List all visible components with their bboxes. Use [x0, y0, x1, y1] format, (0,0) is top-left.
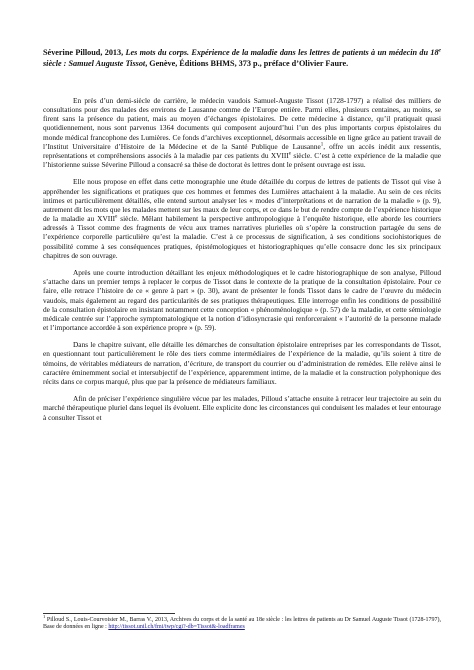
paragraph-5: Afin de préciser l’expérience singulière vécue par les malades, Pilloud s’attache ensuite à retracer leur trajectoire au sein du marché thérapeutique pluriel dans lequel ils évoluent. Elle explicite donc les circonstances qui conduisent les malades et leur entourage à consulter Tissot et [43, 394, 441, 422]
footnote-ref: 1 [320, 142, 324, 148]
heading-book-title: Les mots du corps. Expérience de la maladie dans les lettres de patients à un médecin du 18e siècle : Samuel Auguste Tissot [43, 47, 441, 68]
heading-publisher: , Genève, Éditions BHMS, 373 p., préface d’Olivier Faure. [145, 58, 349, 68]
paragraph-1: En près d’un demi-siècle de carrière, le médecin vaudois Samuel-Auguste Tissot (1728-1797) a réalisé des milliers de consultations pour des malades des environs de Lausanne comme de l’Europe entière. Parmi elles, plusieurs centaines, au moins, se firent sans la présence du patient, mais au moyen d’échanges épistolaires. De cette médecine à distance, qu’il pratiquait quasi quotidiennement, nous sont parvenus 1364 documents qui composent aujourd’hui l’un des plus importants corpus épistolaires du monde médical francophone des Lumières. Ce fonds d’archives exceptionnel, désormais accessible en ligne grâce au patient travail de l’Institut Universitaire d’Histoire de la Médecine et de la Santé Publique de Lausanne$^1$, offre un accès inédit aux ressentis, représentations et compréhensions associés à la maladie par ces patients du XVIIIe siècle. C’est à cette expérience de la maladie que l’historienne suisse Séverine Pilloud a consacré sa thèse de doctorat ès lettres dont le présent ouvrage est issu. [43, 96, 441, 170]
paragraph-3: Après une courte introduction détaillant les enjeux méthodologiques et le cadre historiographique de son analyse, Pilloud s’attache dans un premier temps à replacer le corpus de Tissot dans le contexte de la pratique de la consultation épistolaire. Pour ce faire, elle retrace l’histoire de ce « genre à part » (p. 30), avant de présenter le fonds Tissot dans le cadre de l’œuvre du médecin vaudois, mais également au regard des particularités de ses pratiques thérapeutiques. Elle interroge enfin les conditions de possibilité de la consultation épistolaire en insistant notamment cette conception « phénoménologique » (p. 57) de la maladie, et cette sémiologie médicale centrée sur l’approche symptomatologique et la notion d’idiosyncrasie qui renforceraient « l’autorité de la personne malade et l’importance accordée à son expérience propre » (p. 59). [43, 268, 441, 332]
footnote-number: 1 [43, 614, 46, 619]
heading-authors-year: Séverine Pilloud, 2013, [43, 48, 126, 57]
footnote [43, 614, 441, 632]
review-heading [43, 48, 441, 69]
paragraph-2: Elle nous propose en effet dans cette monographie une étude détaillée du corpus de lettres de patients de Tissot qui vise à appréhender les significations et pratiques que ces hommes et femmes des Lumières attachaient à la maladie. Au sein de ces récits intimes et particulièrement détaillés, elle entend surtout analyser les « modes d’interprétations et de narration de la maladie » (p. 9), autrement dit les mots que les malades mettent sur les maux de leur corps, et ce dans le but de rendre compte de l’expérience historique de la maladie au XVIIIe siècle. Mêlant habilement la perspective anthropologique à l’enquête historique, elle aborde les courriers adressés à Tissot comme des fragments de vécu aux trames narratives plurielles où s’opère la construction partagée du sens de l’expérience corporelle particulière qu’est la maladie. C’est à ce processus de signification, à ses conditions sociohistoriques de possibilité comme à ses conséquences pratiques, épistémologiques et historiographiques qu’elle consacre donc les six principaux chapitres de son ouvrage. [43, 177, 441, 260]
footnote-text: Pilloud S., Louis-Courvoisier M., Barras V., 2013, Archives du corps et de la santé au 18e siècle : les lettres de patients au Dr Samuel Auguste Tissot (1728-1797), Base de données en ligne : [43, 617, 441, 631]
paragraph-4: Dans le chapitre suivant, elle détaille les démarches de consultation épistolaire entreprises par les correspondants de Tissot, en questionnant tout particulièrement le rôle des tiers comme intermédiaires de l’expérience de la maladie, qu’ils soient à titre de témoins, de véritables médiateurs de narration, d’écriture, de transport du courrier ou d’administration de remèdes. Elle relève ainsi le caractère éminemment social et intersubjectif de l’expérience, apparemment intime, de la maladie et la construction polyphonique des récits dans ce corpus marqué, plus que par la présence de médiateurs familiaux. [43, 340, 441, 386]
footnote-link[interactable]: http://tissot.unil.ch/fmi/iwp/cgi?-db=Tissot&-loadframes [108, 624, 245, 631]
review-body [43, 96, 441, 430]
footnote-divider [43, 613, 175, 614]
